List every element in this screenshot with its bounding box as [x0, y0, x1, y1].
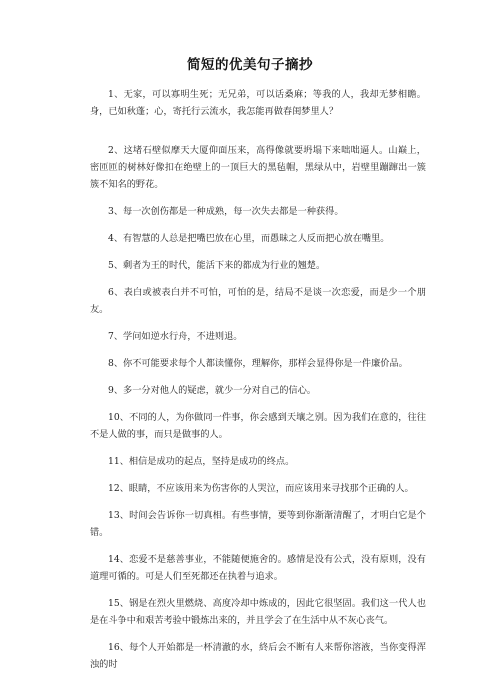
paragraph-6: 6、表白或被表白并不可怕，可怕的是，结局不是谈一次恋爱，而是少一个朋友。	[90, 287, 426, 315]
paragraph-16: 16、每个人开始都是一杯清澈的水，終后会不断有人来帮你溶液，当你变得浑浊的时	[90, 642, 426, 670]
document-title: 简短的优美句子摘抄	[187, 57, 313, 73]
paragraph-11: 11、相信是成功的起点，坚持是成功的终点。	[108, 456, 295, 467]
paragraph-15: 15、钢是在烈火里燃烧、高度冷却中炼成的，因此它很坚固。我们这一代人也是在斗争中和艰苦考验中锻炼出来的，并且学会了在生活中从不灰心丧气。	[90, 598, 426, 626]
paragraph-14: 14、恋爱不是慈善事业，不能随便施舍的。感情是没有公式，没有原则，没有道理可循的。可是人们至死都还在执着与追求。	[90, 554, 426, 582]
paragraph-1: 1、无家，可以寡明生死；无兄弟，可以话桑麻；等我的人，我却无梦相瞻。身，已如秋蓬；心，寄托行云流水，我怎能再做春闺梦里人？	[90, 89, 426, 117]
paragraph-2: 2、这堵石壁似摩天大厦仰面压来，高得像就要坍塌下来咄咄逼人。山巅上，密匝匝的树林好像扣在绝壁上的一顶巨大的黑毡帽，黑绿从中，岩壁里蹦蹿出一簇簇不知名的野花。	[90, 145, 426, 190]
paragraph-13: 13、时间会告诉你一切真相。有些事情，要等到你渐渐清醒了，才明白它是个错。	[90, 510, 426, 538]
document-body	[90, 86, 426, 683]
paragraph-12: 12、眼睛，不应该用来为伤害你的人哭泣，而应该用来寻找那个正确的人。	[108, 483, 414, 494]
paragraph-3: 3、每一次创伤都是一种成熟，每一次失去都是一种获得。	[108, 206, 344, 217]
paragraph-8: 8、你不可能要求每个人都读懂你，理解你，那样会显得你是一件廉价品。	[108, 358, 408, 369]
paragraph-7: 7、学问如逆水行舟，不进则退。	[108, 331, 243, 342]
paragraph-4: 4、有智慧的人总是把嘴巴放在心里，而愚昧之人反而把心放在嘴里。	[108, 233, 390, 244]
paragraph-5: 5、剩者为王的时代，能活下来的都成为行业的翘楚。	[108, 260, 326, 271]
paragraph-9: 9、多一分对他人的疑虑，就少一分对自己的信心。	[108, 385, 316, 396]
paragraph-10: 10、不同的人，为你做同一件事，你会感到天壤之别。因为我们在意的，往往不是人做的事，而只是做事的人。	[90, 412, 426, 440]
